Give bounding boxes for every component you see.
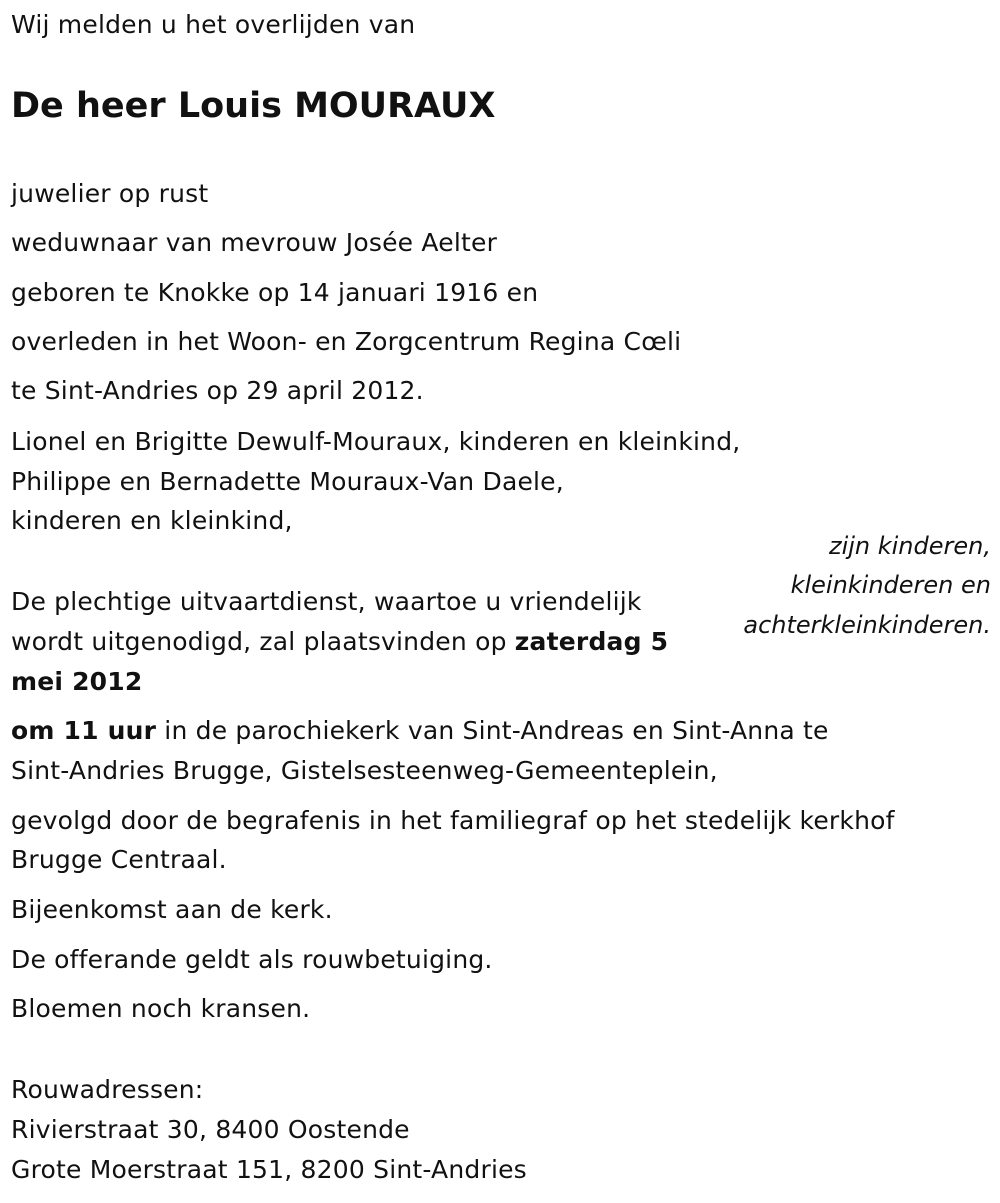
address-line-2: Grote Moerstraat 151, 8200 Sint-Andries [11,1155,527,1184]
addresses-label: Rouwadressen: [11,1075,204,1104]
service-line-3 [11,662,142,702]
intro-text: Wij melden u het overlijden van [11,10,416,39]
burial-line-1: gevolgd door de begrafenis in het familiegraf op het stedelijk kerkhof [11,806,895,835]
side-note-line-1: zijn kinderen, [828,532,991,560]
detail-profession: juwelier op rust [11,179,209,208]
detail-widower: weduwnaar van mevrouw Josée Aelter [11,228,498,257]
detail-place-date: te Sint-Andries op 29 april 2012. [11,376,424,405]
detail-died: overleden in het Woon- en Zorgcentrum Regina Cœli [11,327,682,356]
service-line-1: De plechtige uitvaartdienst, waartoe u vriendelijk [11,587,642,616]
family-line-3: kinderen en kleinkind, [11,506,293,535]
service-time: om 11 uur [11,716,157,745]
note-offering: De offerande geldt als rouwbetuiging. [11,945,493,974]
note-flowers: Bloemen noch kransen. [11,994,311,1023]
deceased-name: De heer Louis MOURAUX [11,86,496,126]
family-line-2: Philippe en Bernadette Mouraux-Van Daele, [11,467,564,496]
note-gathering: Bijeenkomst aan de kerk. [11,895,333,924]
side-note-line-2: kleinkinderen en [790,571,991,599]
detail-born: geboren te Knokke op 14 januari 1916 en [11,278,539,307]
service-line-5: Sint-Andries Brugge, Gistelsesteenweg-Gemeenteplein, [11,756,718,785]
service-month-year: mei 2012 [11,667,143,696]
burial-line-2: Brugge Centraal. [11,845,227,874]
service-invite-text: wordt uitgenodigd, zal plaatsvinden op [11,627,515,656]
service-line-2 [11,622,668,662]
address-line-1: Rivierstraat 30, 8400 Oostende [11,1115,410,1144]
service-day: zaterdag 5 [514,627,669,656]
family-line-1: Lionel en Brigitte Dewulf-Mouraux, kinderen en kleinkind, [11,427,741,456]
service-line-4 [11,711,829,751]
side-note-line-3: achterkleinkinderen. [743,611,991,639]
service-church: in de parochiekerk van Sint-Andreas en Sint-Anna te [156,716,829,745]
